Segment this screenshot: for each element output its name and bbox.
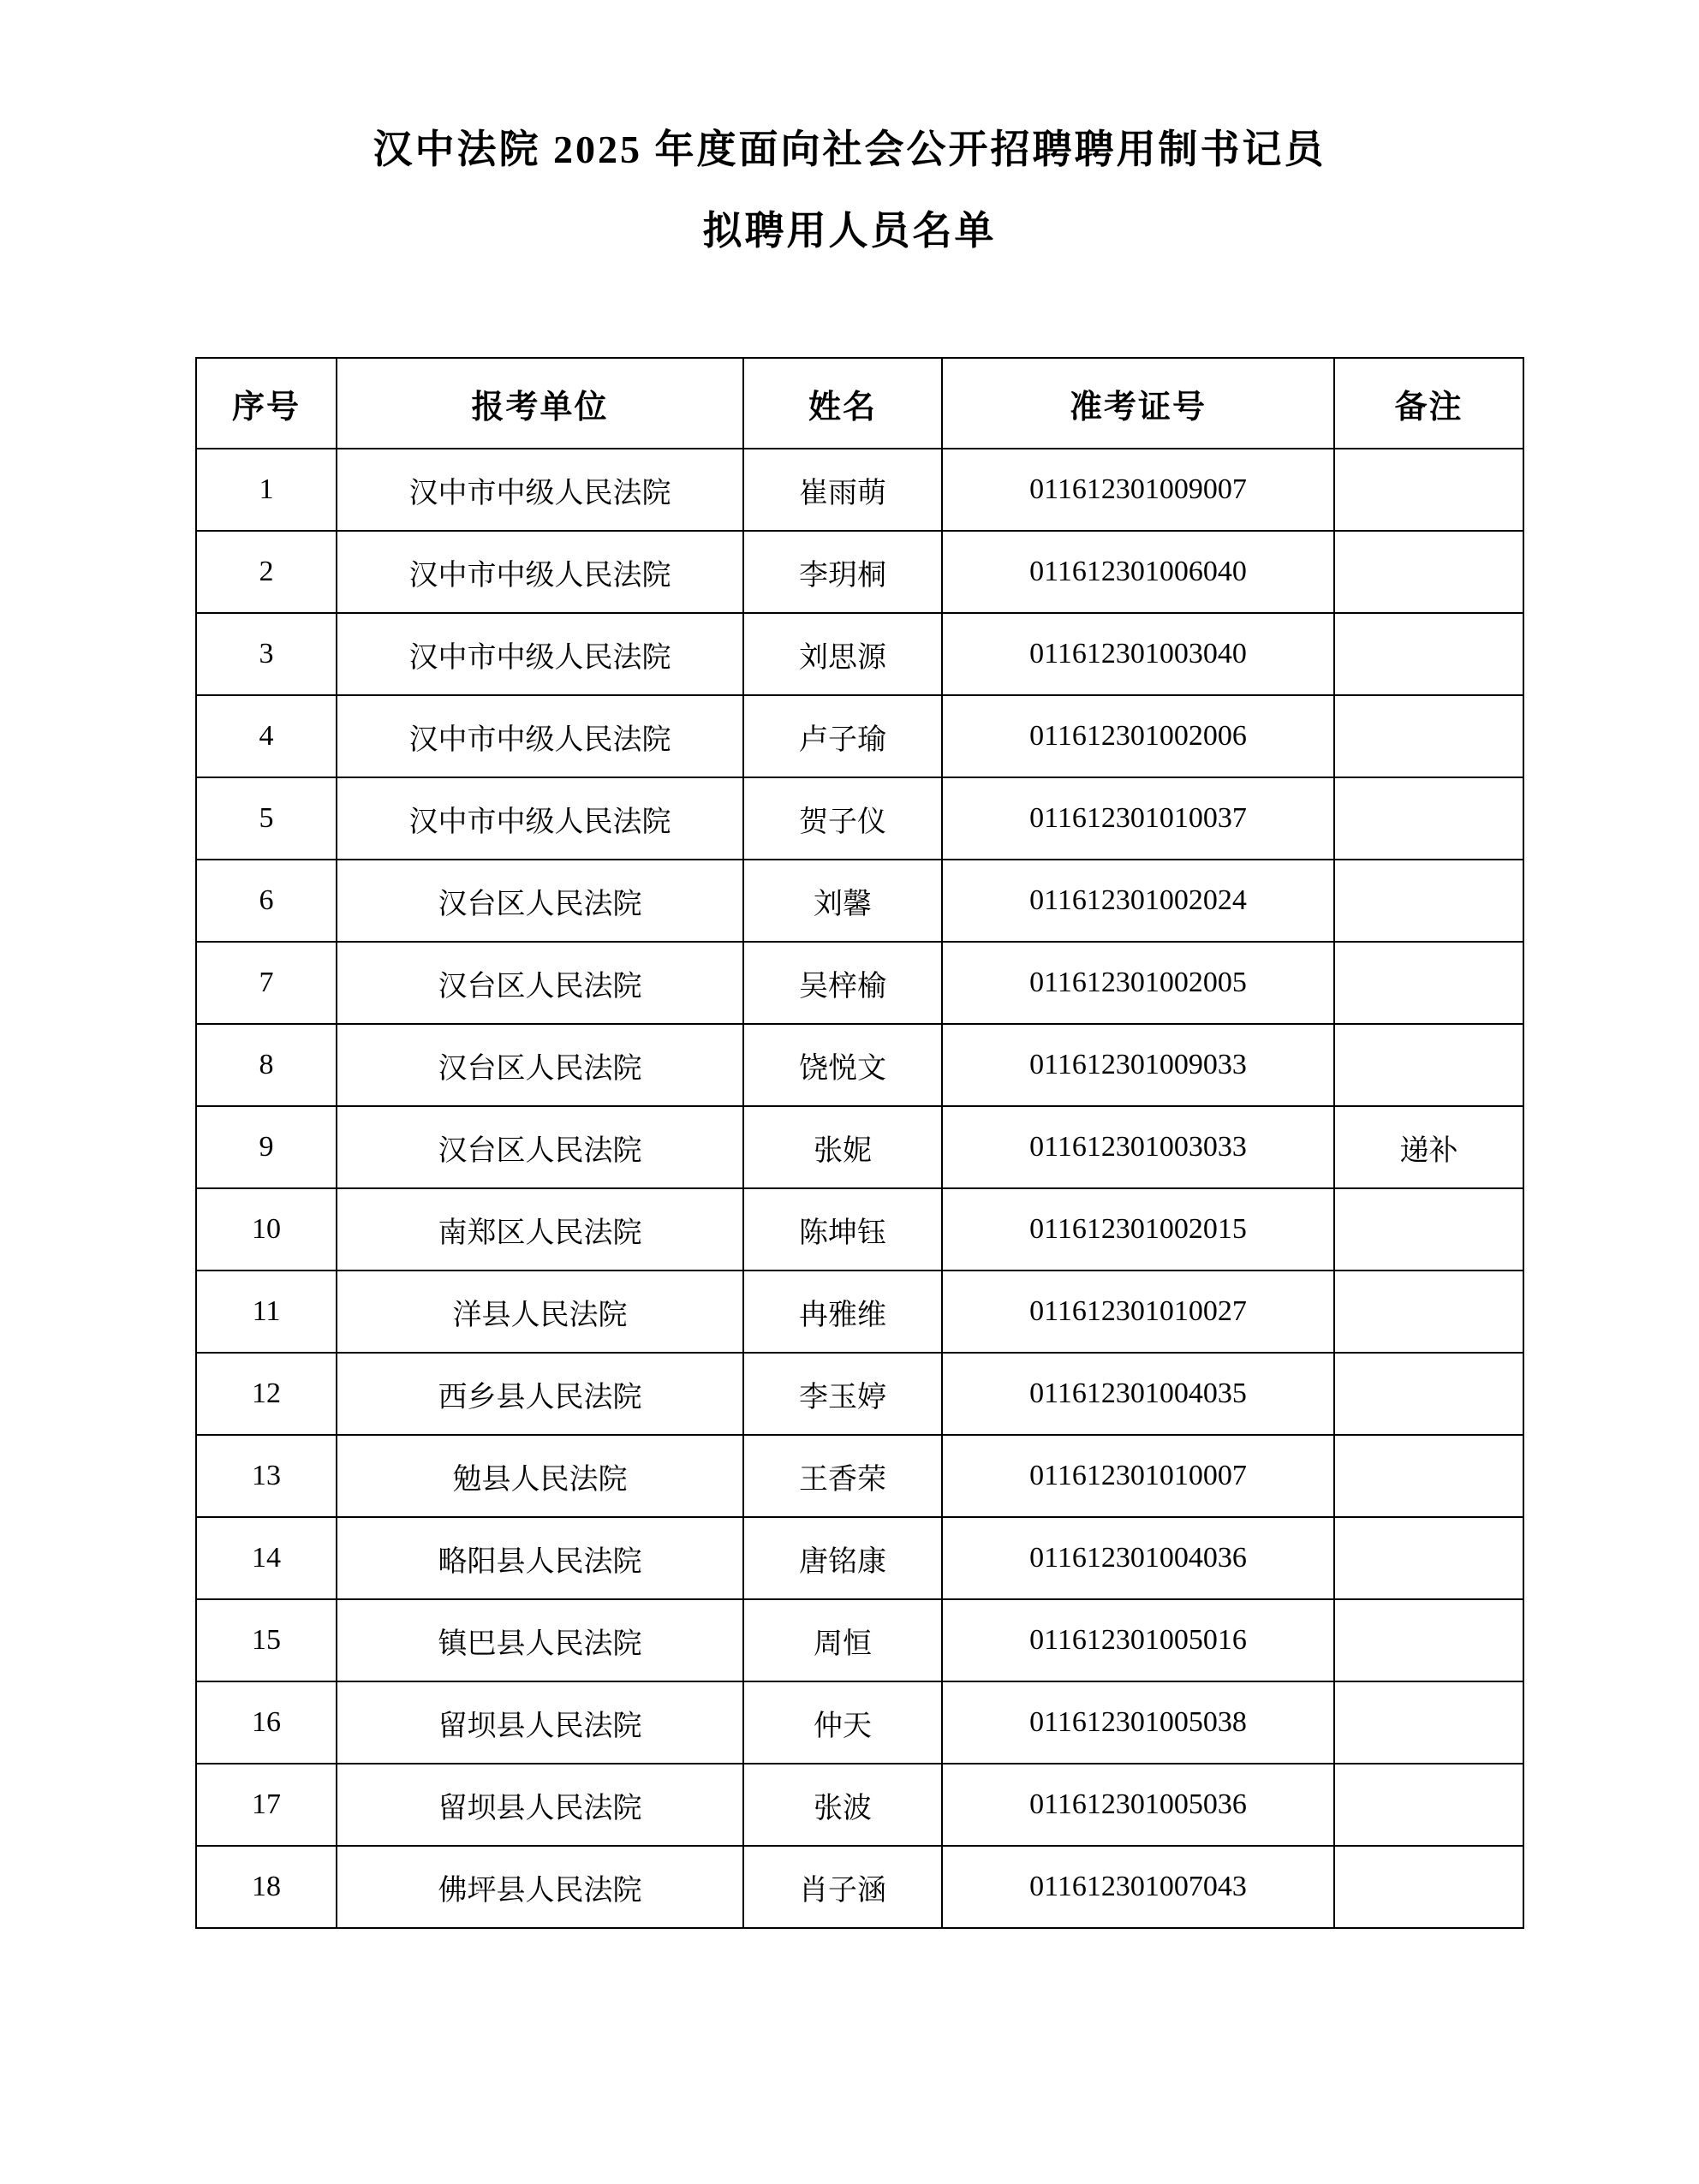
cell-remark (1334, 1435, 1523, 1517)
cell-seq: 10 (196, 1188, 337, 1271)
cell-unit: 汉中市中级人民法院 (337, 531, 743, 613)
cell-ticket: 011612301002006 (942, 695, 1334, 777)
roster-table (195, 357, 1524, 1929)
cell-remark: 递补 (1334, 1106, 1523, 1188)
cell-unit: 勉县人民法院 (337, 1435, 743, 1517)
cell-remark (1334, 1599, 1523, 1681)
cell-remark (1334, 1517, 1523, 1599)
cell-seq: 14 (196, 1517, 337, 1599)
cell-unit: 汉中市中级人民法院 (337, 613, 743, 695)
document-page (0, 124, 1699, 2184)
cell-ticket: 011612301006040 (942, 531, 1334, 613)
cell-unit: 汉台区人民法院 (337, 1024, 743, 1106)
cell-seq: 3 (196, 613, 337, 695)
header-cell-remark: 备注 (1334, 358, 1523, 449)
cell-unit: 汉中市中级人民法院 (337, 449, 743, 531)
table-row (196, 1353, 1523, 1435)
cell-name: 肖子涵 (743, 1846, 942, 1928)
table-row (196, 1106, 1523, 1188)
cell-unit: 汉台区人民法院 (337, 1106, 743, 1188)
table-row (196, 695, 1523, 777)
cell-seq: 2 (196, 531, 337, 613)
table-row (196, 1024, 1523, 1106)
cell-name: 崔雨萌 (743, 449, 942, 531)
cell-seq: 6 (196, 860, 337, 942)
cell-seq: 16 (196, 1681, 337, 1764)
cell-remark (1334, 1681, 1523, 1764)
page-title-line1: 汉中法院 2025 年度面向社会公开招聘聘用制书记员 (373, 128, 1326, 171)
page-title-line2: 拟聘用人员名单 (702, 209, 997, 253)
cell-name: 卢子瑜 (743, 695, 942, 777)
cell-ticket: 011612301010037 (942, 777, 1334, 860)
cell-ticket: 011612301010027 (942, 1271, 1334, 1353)
cell-remark (1334, 613, 1523, 695)
cell-seq: 9 (196, 1106, 337, 1188)
cell-ticket: 011612301010007 (942, 1435, 1334, 1517)
cell-unit: 镇巴县人民法院 (337, 1599, 743, 1681)
cell-seq: 7 (196, 942, 337, 1024)
cell-name: 李玉婷 (743, 1353, 942, 1435)
cell-ticket: 011612301009007 (942, 449, 1334, 531)
cell-remark (1334, 1188, 1523, 1271)
cell-remark (1334, 942, 1523, 1024)
cell-ticket: 011612301005016 (942, 1599, 1334, 1681)
cell-ticket: 011612301003040 (942, 613, 1334, 695)
cell-remark (1334, 695, 1523, 777)
cell-remark (1334, 1271, 1523, 1353)
cell-name: 饶悦文 (743, 1024, 942, 1106)
table-row (196, 531, 1523, 613)
roster-table-header (196, 358, 1523, 449)
table-row (196, 1271, 1523, 1353)
cell-seq: 15 (196, 1599, 337, 1681)
table-row (196, 1517, 1523, 1599)
cell-seq: 8 (196, 1024, 337, 1106)
cell-name: 李玥桐 (743, 531, 942, 613)
cell-unit: 洋县人民法院 (337, 1271, 743, 1353)
cell-remark (1334, 777, 1523, 860)
cell-unit: 汉中市中级人民法院 (337, 777, 743, 860)
cell-seq: 12 (196, 1353, 337, 1435)
cell-unit: 南郑区人民法院 (337, 1188, 743, 1271)
cell-ticket: 011612301003033 (942, 1106, 1334, 1188)
cell-remark (1334, 531, 1523, 613)
cell-ticket: 011612301004036 (942, 1517, 1334, 1599)
header-row (196, 358, 1523, 449)
cell-name: 唐铭康 (743, 1517, 942, 1599)
header-cell-unit: 报考单位 (337, 358, 743, 449)
cell-ticket: 011612301002024 (942, 860, 1334, 942)
cell-ticket: 011612301005036 (942, 1764, 1334, 1846)
table-row (196, 613, 1523, 695)
table-row (196, 449, 1523, 531)
table-row (196, 1435, 1523, 1517)
header-cell-ticket: 准考证号 (942, 358, 1334, 449)
cell-remark (1334, 449, 1523, 531)
cell-unit: 汉中市中级人民法院 (337, 695, 743, 777)
cell-name: 张波 (743, 1764, 942, 1846)
cell-name: 周恒 (743, 1599, 942, 1681)
cell-name: 张妮 (743, 1106, 942, 1188)
table-row (196, 1681, 1523, 1764)
table-row (196, 942, 1523, 1024)
cell-seq: 4 (196, 695, 337, 777)
cell-name: 陈坤钰 (743, 1188, 942, 1271)
cell-remark (1334, 1764, 1523, 1846)
cell-unit: 略阳县人民法院 (337, 1517, 743, 1599)
cell-unit: 汉台区人民法院 (337, 942, 743, 1024)
cell-seq: 11 (196, 1271, 337, 1353)
cell-unit: 汉台区人民法院 (337, 860, 743, 942)
cell-unit: 留坝县人民法院 (337, 1681, 743, 1764)
cell-name: 刘思源 (743, 613, 942, 695)
cell-unit: 西乡县人民法院 (337, 1353, 743, 1435)
cell-seq: 13 (196, 1435, 337, 1517)
table-row (196, 1599, 1523, 1681)
cell-remark (1334, 1353, 1523, 1435)
cell-seq: 17 (196, 1764, 337, 1846)
cell-unit: 留坝县人民法院 (337, 1764, 743, 1846)
table-row (196, 1764, 1523, 1846)
cell-name: 冉雅维 (743, 1271, 942, 1353)
cell-seq: 1 (196, 449, 337, 531)
cell-ticket: 011612301007043 (942, 1846, 1334, 1928)
table-row (196, 860, 1523, 942)
table-row (196, 777, 1523, 860)
header-cell-name: 姓名 (743, 358, 942, 449)
cell-name: 王香荣 (743, 1435, 942, 1517)
cell-ticket: 011612301005038 (942, 1681, 1334, 1764)
cell-name: 贺子仪 (743, 777, 942, 860)
cell-name: 仲天 (743, 1681, 942, 1764)
table-row (196, 1846, 1523, 1928)
table-row (196, 1188, 1523, 1271)
cell-ticket: 011612301002005 (942, 942, 1334, 1024)
roster-table-body (196, 449, 1523, 1928)
cell-remark (1334, 1024, 1523, 1106)
cell-seq: 5 (196, 777, 337, 860)
cell-seq: 18 (196, 1846, 337, 1928)
cell-ticket: 011612301002015 (942, 1188, 1334, 1271)
header-cell-seq: 序号 (196, 358, 337, 449)
cell-unit: 佛坪县人民法院 (337, 1846, 743, 1928)
cell-name: 吴梓榆 (743, 942, 942, 1024)
cell-remark (1334, 1846, 1523, 1928)
cell-ticket: 011612301009033 (942, 1024, 1334, 1106)
cell-name: 刘馨 (743, 860, 942, 942)
cell-remark (1334, 860, 1523, 942)
cell-ticket: 011612301004035 (942, 1353, 1334, 1435)
